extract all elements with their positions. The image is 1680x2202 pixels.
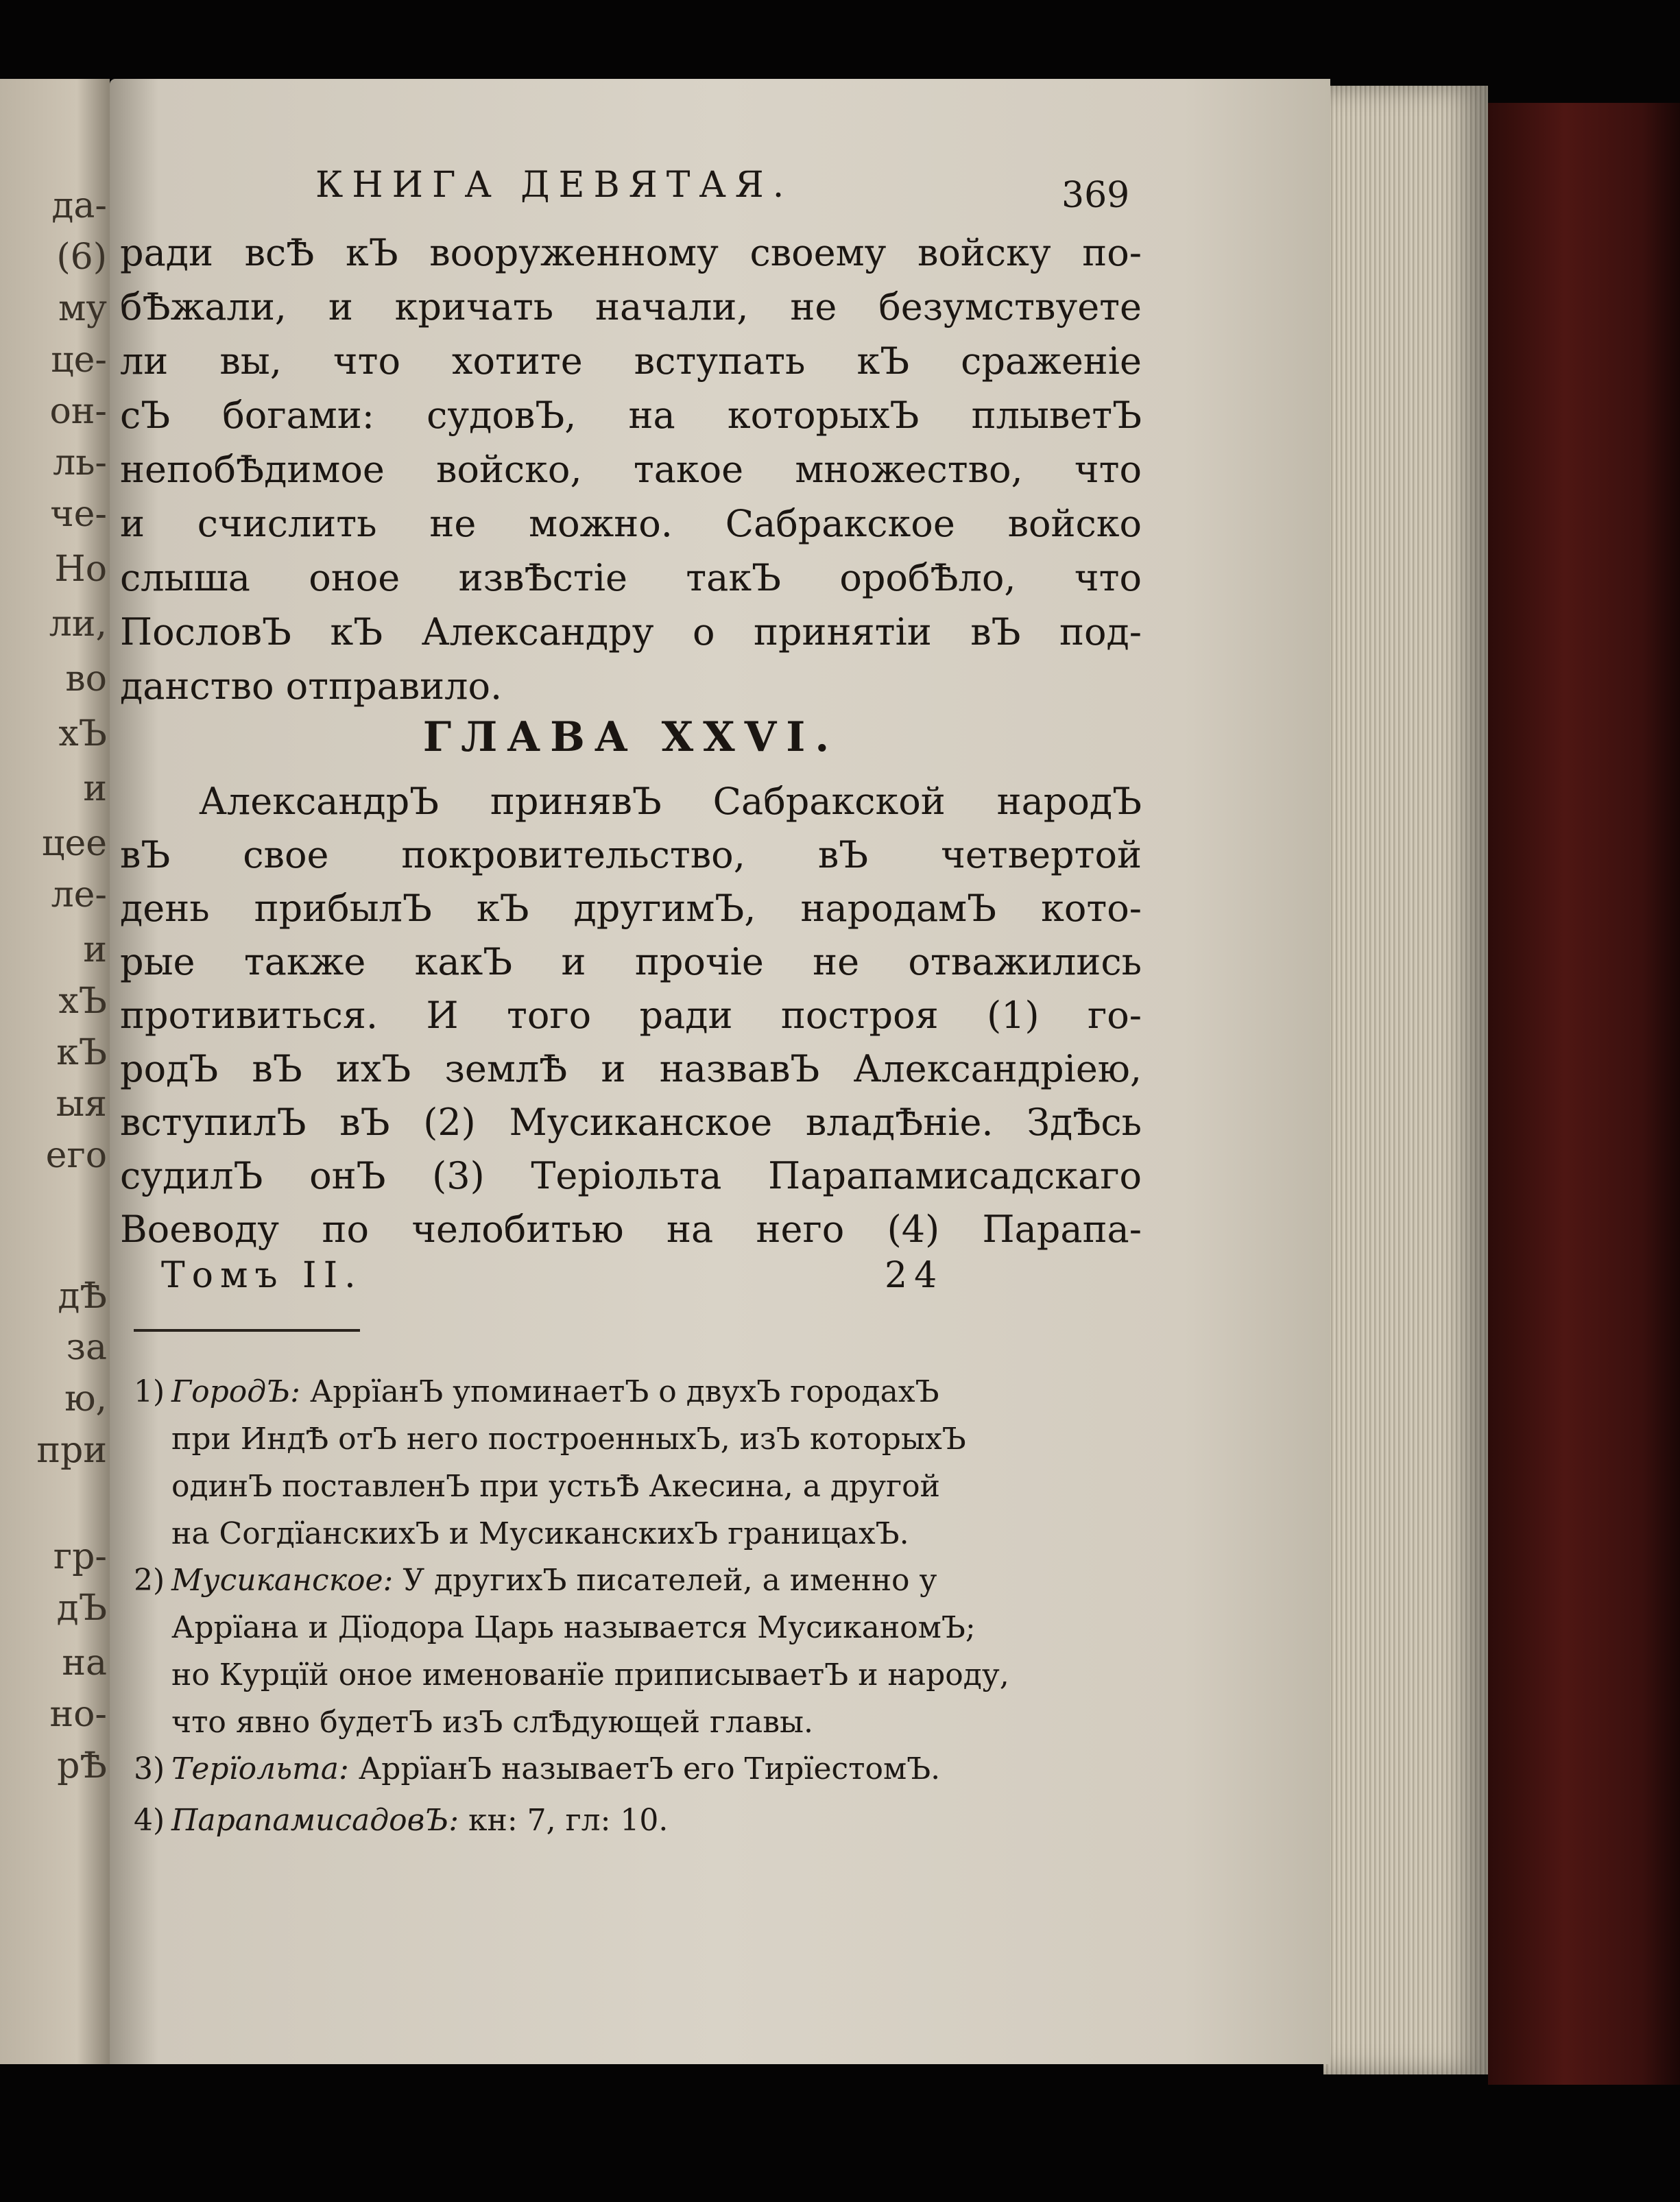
text-line: бѢжали, и кричать начали, не безумствуете — [120, 285, 1142, 328]
sheet-signature: 24 — [885, 1255, 944, 1296]
footnote-text: АррïанЪ называетЪ его ТирïестомЪ. — [348, 1751, 941, 1786]
text-line: и счислить не можно. Сабракское войско — [120, 502, 1142, 545]
facing-page-fragment: хЪ — [58, 981, 107, 1022]
text-line: день прибылЪ кЪ другимЪ, народамЪ кото- — [120, 887, 1142, 930]
text-line: ПословЪ кЪ Александру о принятiи вЪ под- — [120, 610, 1142, 654]
facing-page-fragment: рѢ — [57, 1745, 107, 1786]
text-line: АлександрЪ принявЪ Сабракской народЪ — [199, 780, 1142, 823]
footnote-text: АррïанЪ упоминаетЪ о двухЪ городахЪ — [300, 1374, 939, 1409]
facing-page-fragment: (6) — [56, 237, 107, 278]
facing-page-fragment: на — [62, 1642, 107, 1684]
footnote-text: Аррïана и Дïодора Царь называется МусиканомЪ; — [171, 1610, 976, 1645]
page-block-edges — [1323, 86, 1488, 2074]
facing-page-fragment: це- — [51, 339, 107, 381]
facing-page-fragment: ыя — [56, 1084, 107, 1125]
text-line: вступилЪ вЪ (2) Мусиканское владѢнiе. ЗдѢсь — [120, 1101, 1142, 1144]
facing-page-fragment: ле- — [51, 874, 107, 915]
text-line: противиться. И того ради построя (1) го- — [120, 994, 1142, 1037]
text-line: ли вы, что хотите вступать кЪ сраженiе — [120, 339, 1142, 383]
footnote-text: но Курцïй оное именованïе приписываетЪ и народу, — [171, 1658, 1009, 1692]
footnote-item — [134, 1797, 1142, 1844]
footnote-term: Мусиканское: — [171, 1563, 394, 1598]
footnote-rule — [134, 1329, 360, 1332]
chapter-heading: ГЛАВА XXVI. — [422, 713, 839, 761]
footnote-text: на СогдïанскихЪ и МусиканскихЪ границахЪ. — [171, 1516, 909, 1551]
facing-page-fragment: ли, — [49, 603, 107, 645]
footnote-text: У другихЪ писателей, а именно у — [393, 1563, 937, 1598]
facing-page-fragment: во — [65, 658, 107, 699]
book-cover-edge — [1488, 103, 1680, 2085]
facing-page-fragment: его — [45, 1135, 107, 1176]
text-line: сЪ богами: судовЪ, на которыхЪ плыветЪ — [120, 394, 1142, 437]
text-line: рые также какЪ и прочiе не отважились — [120, 940, 1142, 983]
footnote-item — [134, 1745, 1142, 1793]
text-line: слыша оное извѢстiе такЪ оробѢло, что — [120, 556, 1142, 599]
footnote-item — [134, 1368, 1142, 1557]
facing-page-fragment: хЪ — [58, 713, 107, 754]
facing-page-fragment: дЪ — [56, 1588, 107, 1629]
facing-page-edge — [0, 79, 110, 2064]
facing-page-fragment: он- — [49, 391, 107, 432]
text-line: родЪ вЪ ихЪ землѢ и назвавЪ Александрiею, — [120, 1047, 1142, 1090]
page-number: 369 — [1061, 175, 1130, 216]
facing-page-fragment: и — [83, 768, 107, 809]
running-head: КНИГА ДЕВЯТАЯ. — [315, 165, 793, 206]
footnote-text: кн: 7, гл: 10. — [459, 1803, 669, 1838]
facing-page-fragment: дѢ — [58, 1276, 107, 1317]
facing-page-fragment: за — [66, 1327, 107, 1368]
facing-page-fragment: му — [58, 288, 107, 329]
footnote-term: ПарапамисадовЪ: — [171, 1803, 459, 1838]
facing-page-fragment: ю, — [64, 1378, 107, 1420]
footnote-text: одинЪ поставленЪ при устьѢ Акесина, а другой — [171, 1469, 940, 1504]
footnote-text: что явно будетЪ изЪ слѢдующей главы. — [171, 1705, 813, 1740]
facing-page-fragment: ль- — [53, 442, 107, 483]
facing-page-fragment: гр- — [53, 1536, 107, 1577]
facing-page-fragment: при — [36, 1430, 107, 1471]
volume-signature: Томъ II. — [161, 1255, 363, 1296]
footnote-text: при ИндѢ отЪ него построенныхЪ, изЪ которыхЪ — [171, 1422, 966, 1457]
text-line: Воеводу по челобитью на него (4) Парапа- — [120, 1208, 1142, 1251]
text-line: непобѢдимое войско, такое множество, что — [120, 448, 1142, 491]
text-line: судилЪ онЪ (3) Терiольта Парапамисадскаго — [120, 1154, 1142, 1197]
facing-page-fragment: цее — [42, 823, 107, 864]
footnote-number: 1) — [134, 1374, 165, 1409]
text-line: ради всѢ кЪ вооруженному своему войску по- — [120, 231, 1142, 274]
footnote-number: 4) — [134, 1803, 165, 1838]
footnote-item — [134, 1557, 1142, 1746]
facing-page-fragment: да- — [51, 185, 107, 226]
facing-page-fragment: кЪ — [56, 1032, 107, 1073]
facing-page-fragment: че- — [50, 494, 107, 535]
footnote-term: ГородЪ: — [171, 1374, 300, 1409]
facing-page-fragment: Но — [54, 549, 107, 590]
facing-page-fragment: но- — [49, 1694, 107, 1735]
footnote-term: Терïольта: — [171, 1751, 349, 1786]
footnote-number: 2) — [134, 1563, 165, 1598]
text-line: вЪ свое покровительство, вЪ четвертой — [120, 833, 1142, 876]
facing-page-fragment: и — [83, 929, 107, 970]
text-line: данство отправило. — [120, 665, 503, 708]
footnote-number: 3) — [134, 1751, 165, 1786]
